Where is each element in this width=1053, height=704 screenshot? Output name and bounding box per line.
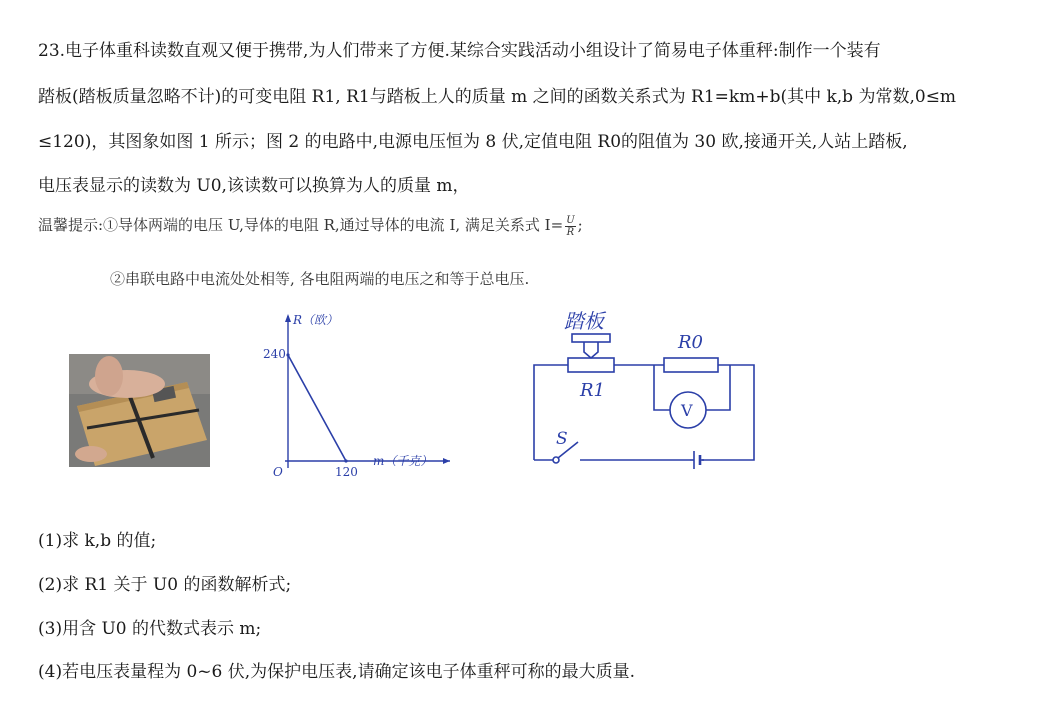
question-1: (1)求 k,b 的值; [38, 531, 157, 551]
voltmeter-label: V [681, 401, 693, 420]
problem-line-4: 电压表显示的读数为 U0,该读数可以换算为人的质量 m， [38, 176, 470, 196]
hint-1 [38, 214, 583, 238]
ohm-law-fraction [565, 215, 575, 238]
circuit-diagram [520, 308, 790, 478]
r1-label: R1 [580, 380, 606, 401]
question-3: (3)用含 U0 的代数式表示 m; [38, 619, 262, 639]
pedal-plate [572, 334, 610, 342]
fraction-numerator: U [566, 214, 575, 226]
problem-line-1: 23.电子体重科读数直观又便于携带,为人们带来了方便.某综合实践活动小组设计了简易电子体重秤:制作一个装有 [38, 41, 881, 61]
switch-label: S [556, 429, 568, 449]
r1-resistor [568, 358, 614, 372]
hint-2: ②串联电路中电流处处相等, 各电阻两端的电压之和等于总电压. [110, 270, 530, 288]
question-2: (2)求 R1 关于 U0 的函数解析式; [38, 575, 292, 595]
y-axis-label: R（欧） [293, 313, 339, 327]
wire-right [702, 365, 754, 460]
pedal-slider [584, 342, 598, 358]
r-m-line [288, 355, 346, 461]
question-4: (4)若电压表量程为 0~6 伏,为保护电压表,请确定该电子体重秤可称的最大质量. [38, 662, 635, 682]
scale-photo [69, 354, 210, 467]
x-axis-label: m（千克） [373, 454, 433, 468]
r-m-point [344, 459, 347, 462]
x-axis-arrow [443, 458, 450, 464]
r0-label: R0 [678, 332, 704, 353]
y-intercept-label: 240 [263, 347, 286, 361]
r-m-point [286, 353, 289, 356]
fraction-denominator: R [566, 226, 575, 238]
r-m-graph [255, 308, 455, 483]
hint-1-suffix: ; [577, 216, 583, 234]
r0-resistor [664, 358, 718, 372]
pedal-label: 踏板 [564, 309, 604, 333]
hint-1-text: 温馨提示:①导体两端的电压 U,导体的电阻 R,通过导体的电流 I, 满足关系式 I= [38, 216, 564, 234]
x-intercept-label: 120 [335, 465, 358, 479]
problem-line-3: ≤120)，其图象如图 1 所示；图 2 的电路中,电源电压恒为 8 伏,定值电阻 R0的阻值为 30 欧,接通开关,人站上踏板, [38, 132, 908, 152]
origin-label: O [273, 465, 283, 479]
problem-line-2: 踏板(踏板质量忽略不计)的可变电阻 R1, R1与踏板上人的质量 m 之间的函数关系式为 R1=km+b(其中 k,b 为常数,0≤m [38, 87, 957, 107]
y-axis-arrow [285, 314, 291, 322]
